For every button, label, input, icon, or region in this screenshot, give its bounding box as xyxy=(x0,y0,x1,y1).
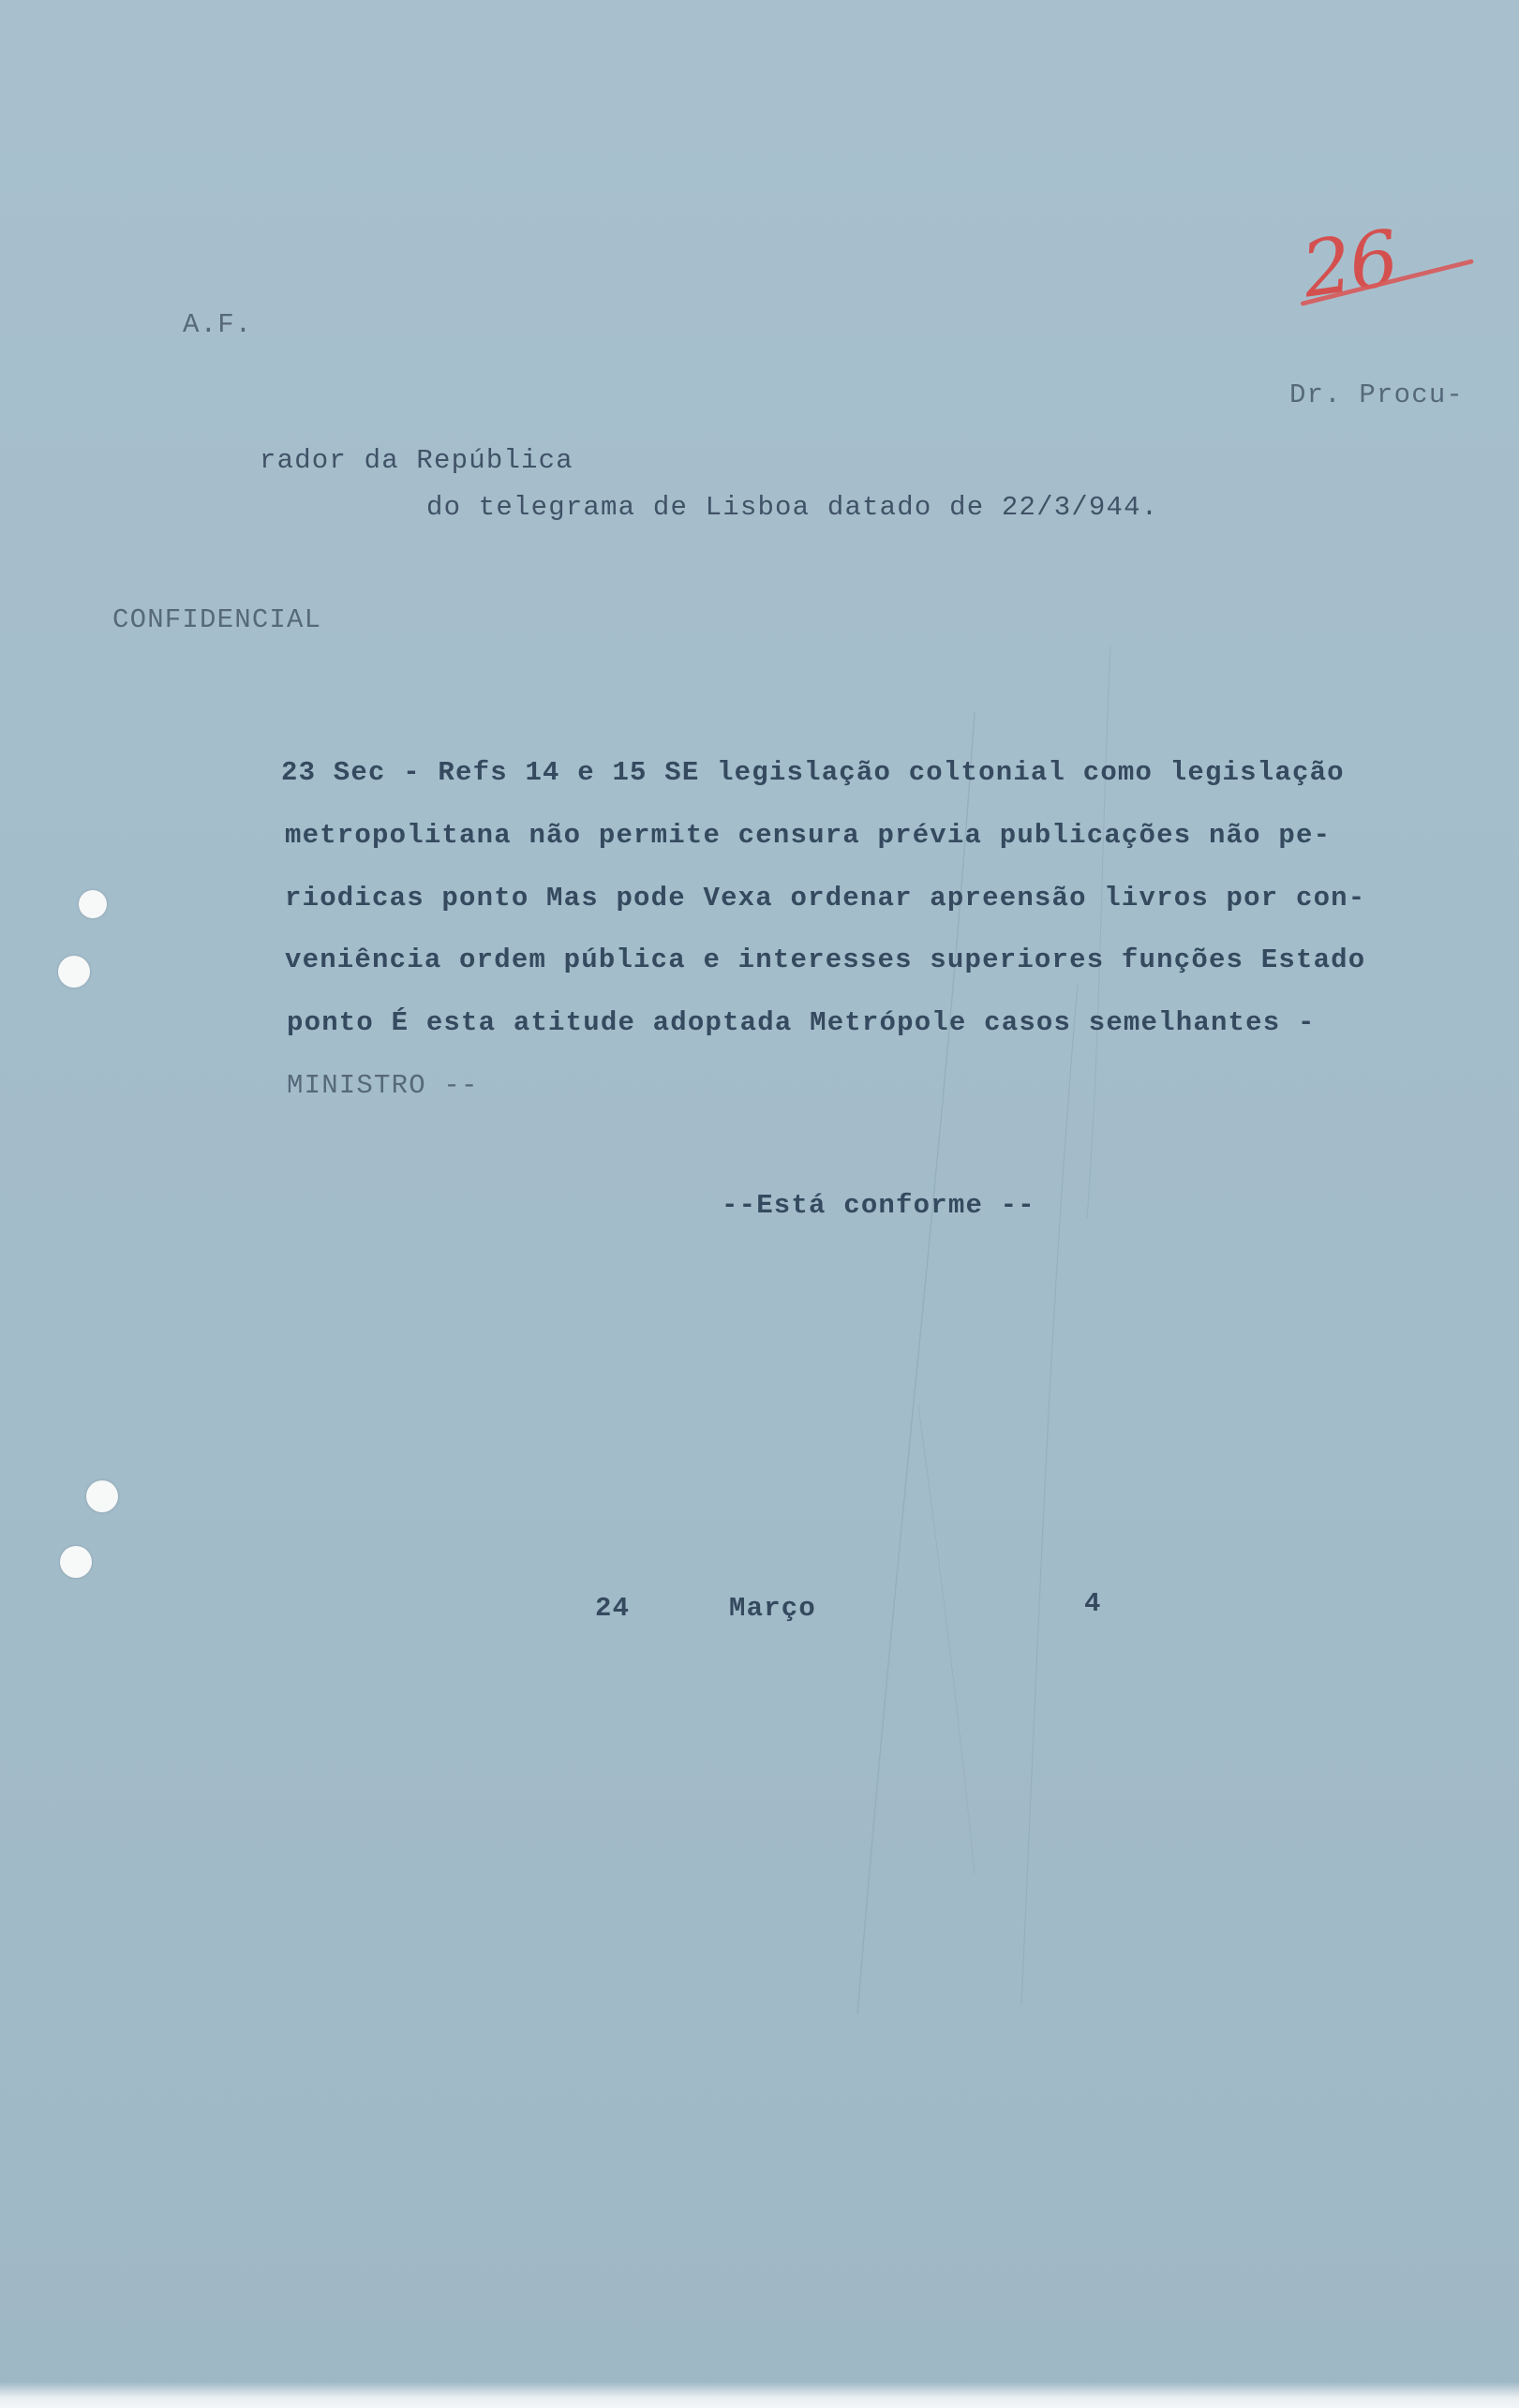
attestation: --Está conforme -- xyxy=(722,1190,1035,1221)
body-line-6: MINISTRO -- xyxy=(287,1070,479,1101)
body-line-1: 23 Sec - Refs 14 e 15 SE legislação coltonial como legislação xyxy=(281,757,1345,788)
body-line-4: veniência ordem pública e interesses superiores funções Estado xyxy=(285,944,1366,975)
recipient-line-1: Dr. Procu- xyxy=(1289,379,1465,410)
punch-hole-upper-b xyxy=(58,956,90,988)
date-day: 24 xyxy=(595,1593,631,1624)
date-month: Março xyxy=(729,1593,817,1624)
classification-label: CONFIDENCIAL xyxy=(112,604,322,635)
paper-bottom-edge xyxy=(0,2382,1519,2408)
recipient-line-2: rador da República xyxy=(260,445,573,476)
initials: A.F. xyxy=(183,309,253,340)
body-line-5: ponto É esta atitude adoptada Metrópole casos semelhantes - xyxy=(287,1007,1316,1038)
punch-hole-upper-a xyxy=(79,890,107,918)
folio-number: 26 xyxy=(1296,214,1403,316)
punch-hole-lower-b xyxy=(60,1546,92,1578)
date-year-suffix: 4 xyxy=(1084,1588,1102,1619)
punch-hole-lower-a xyxy=(86,1480,118,1512)
body-line-3: riodicas ponto Mas pode Vexa ordenar apreensão livros por con- xyxy=(285,883,1366,914)
subject-line: do telegrama de Lisboa datado de 22/3/944. xyxy=(426,492,1159,523)
body-line-2: metropolitana não permite censura prévia publicações não pe- xyxy=(285,820,1332,851)
